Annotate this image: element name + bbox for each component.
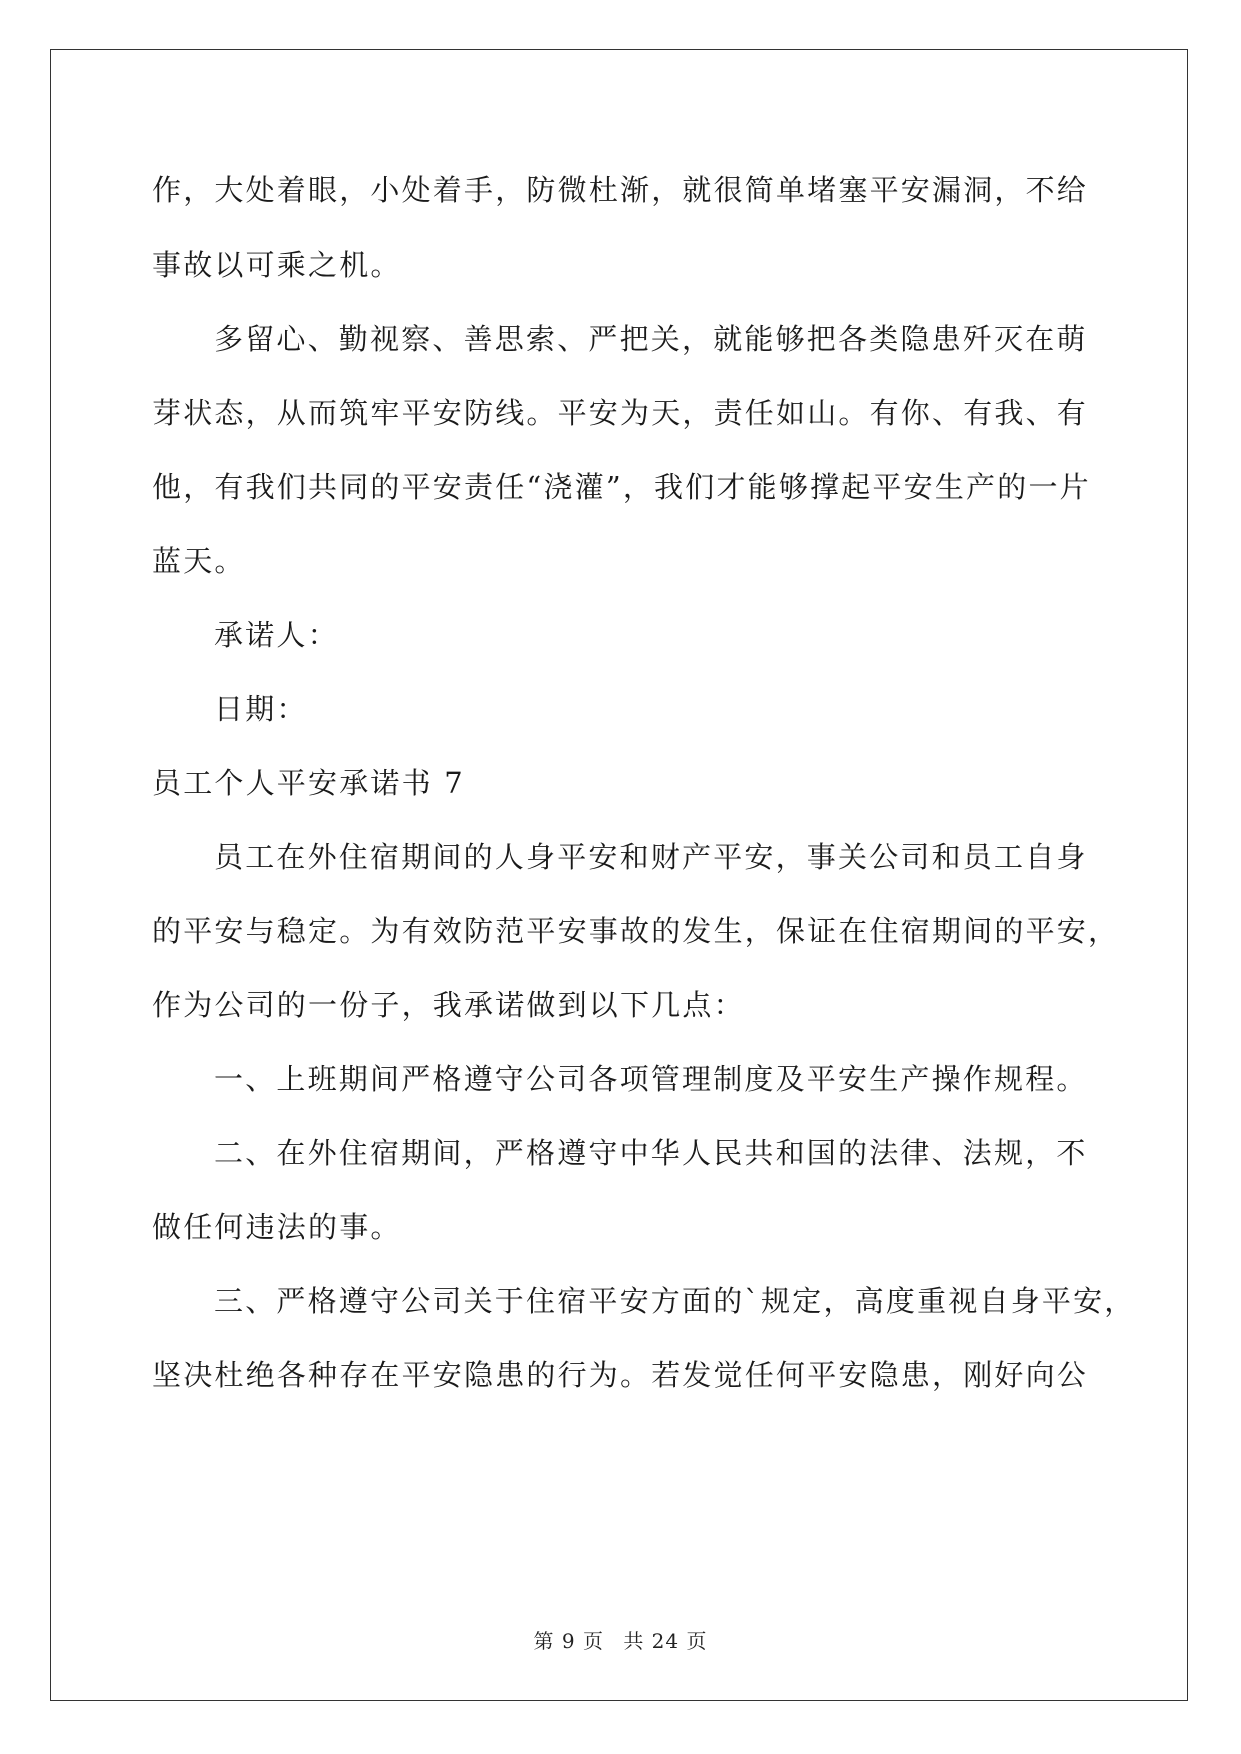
body-line: 坚决杜绝各种存在平安隐患的行为。若发觉任何平安隐患，刚好向公: [152, 1358, 1089, 1392]
page-number: 第 9 页: [533, 1629, 604, 1653]
body-line: 事故以可乘之机。: [152, 248, 402, 282]
body-line: 他，有我们共同的平安责任“浇灌”，我们才能够撑起平安生产的一片: [152, 470, 1091, 504]
signer-label: 承诺人：: [214, 618, 339, 652]
body-line: 芽状态，从而筑牢平安防线。平安为天，责任如山。有你、有我、有: [152, 396, 1089, 430]
body-line: 作，大处着眼，小处着手，防微杜渐，就很简单堵塞平安漏洞，不给: [152, 173, 1089, 207]
page-total: 共 24 页: [623, 1629, 708, 1653]
page-footer: [0, 1625, 1241, 1654]
section-title: 员工个人平安承诺书 7: [152, 766, 465, 800]
body-line: 一、上班期间严格遵守公司各项管理制度及平安生产操作规程。: [214, 1062, 1088, 1096]
body-line: 员工在外住宿期间的人身平安和财产平安，事关公司和员工自身: [214, 840, 1088, 874]
body-line: 作为公司的一份子，我承诺做到以下几点：: [152, 988, 745, 1022]
body-line: 蓝天。: [152, 544, 246, 578]
body-line: 三、严格遵守公司关于住宿平安方面的`规定，高度重视自身平安，: [214, 1284, 1136, 1318]
body-line: 多留心、勤视察、善思索、严把关，就能够把各类隐患歼灭在萌: [214, 322, 1088, 356]
body-line: 做任何违法的事。: [152, 1210, 402, 1244]
date-label: 日期：: [214, 692, 308, 726]
body-line: 的平安与稳定。为有效防范平安事故的发生，保证在住宿期间的平安，: [152, 914, 1120, 948]
body-line: 二、在外住宿期间，严格遵守中华人民共和国的法律、法规，不: [214, 1136, 1088, 1170]
